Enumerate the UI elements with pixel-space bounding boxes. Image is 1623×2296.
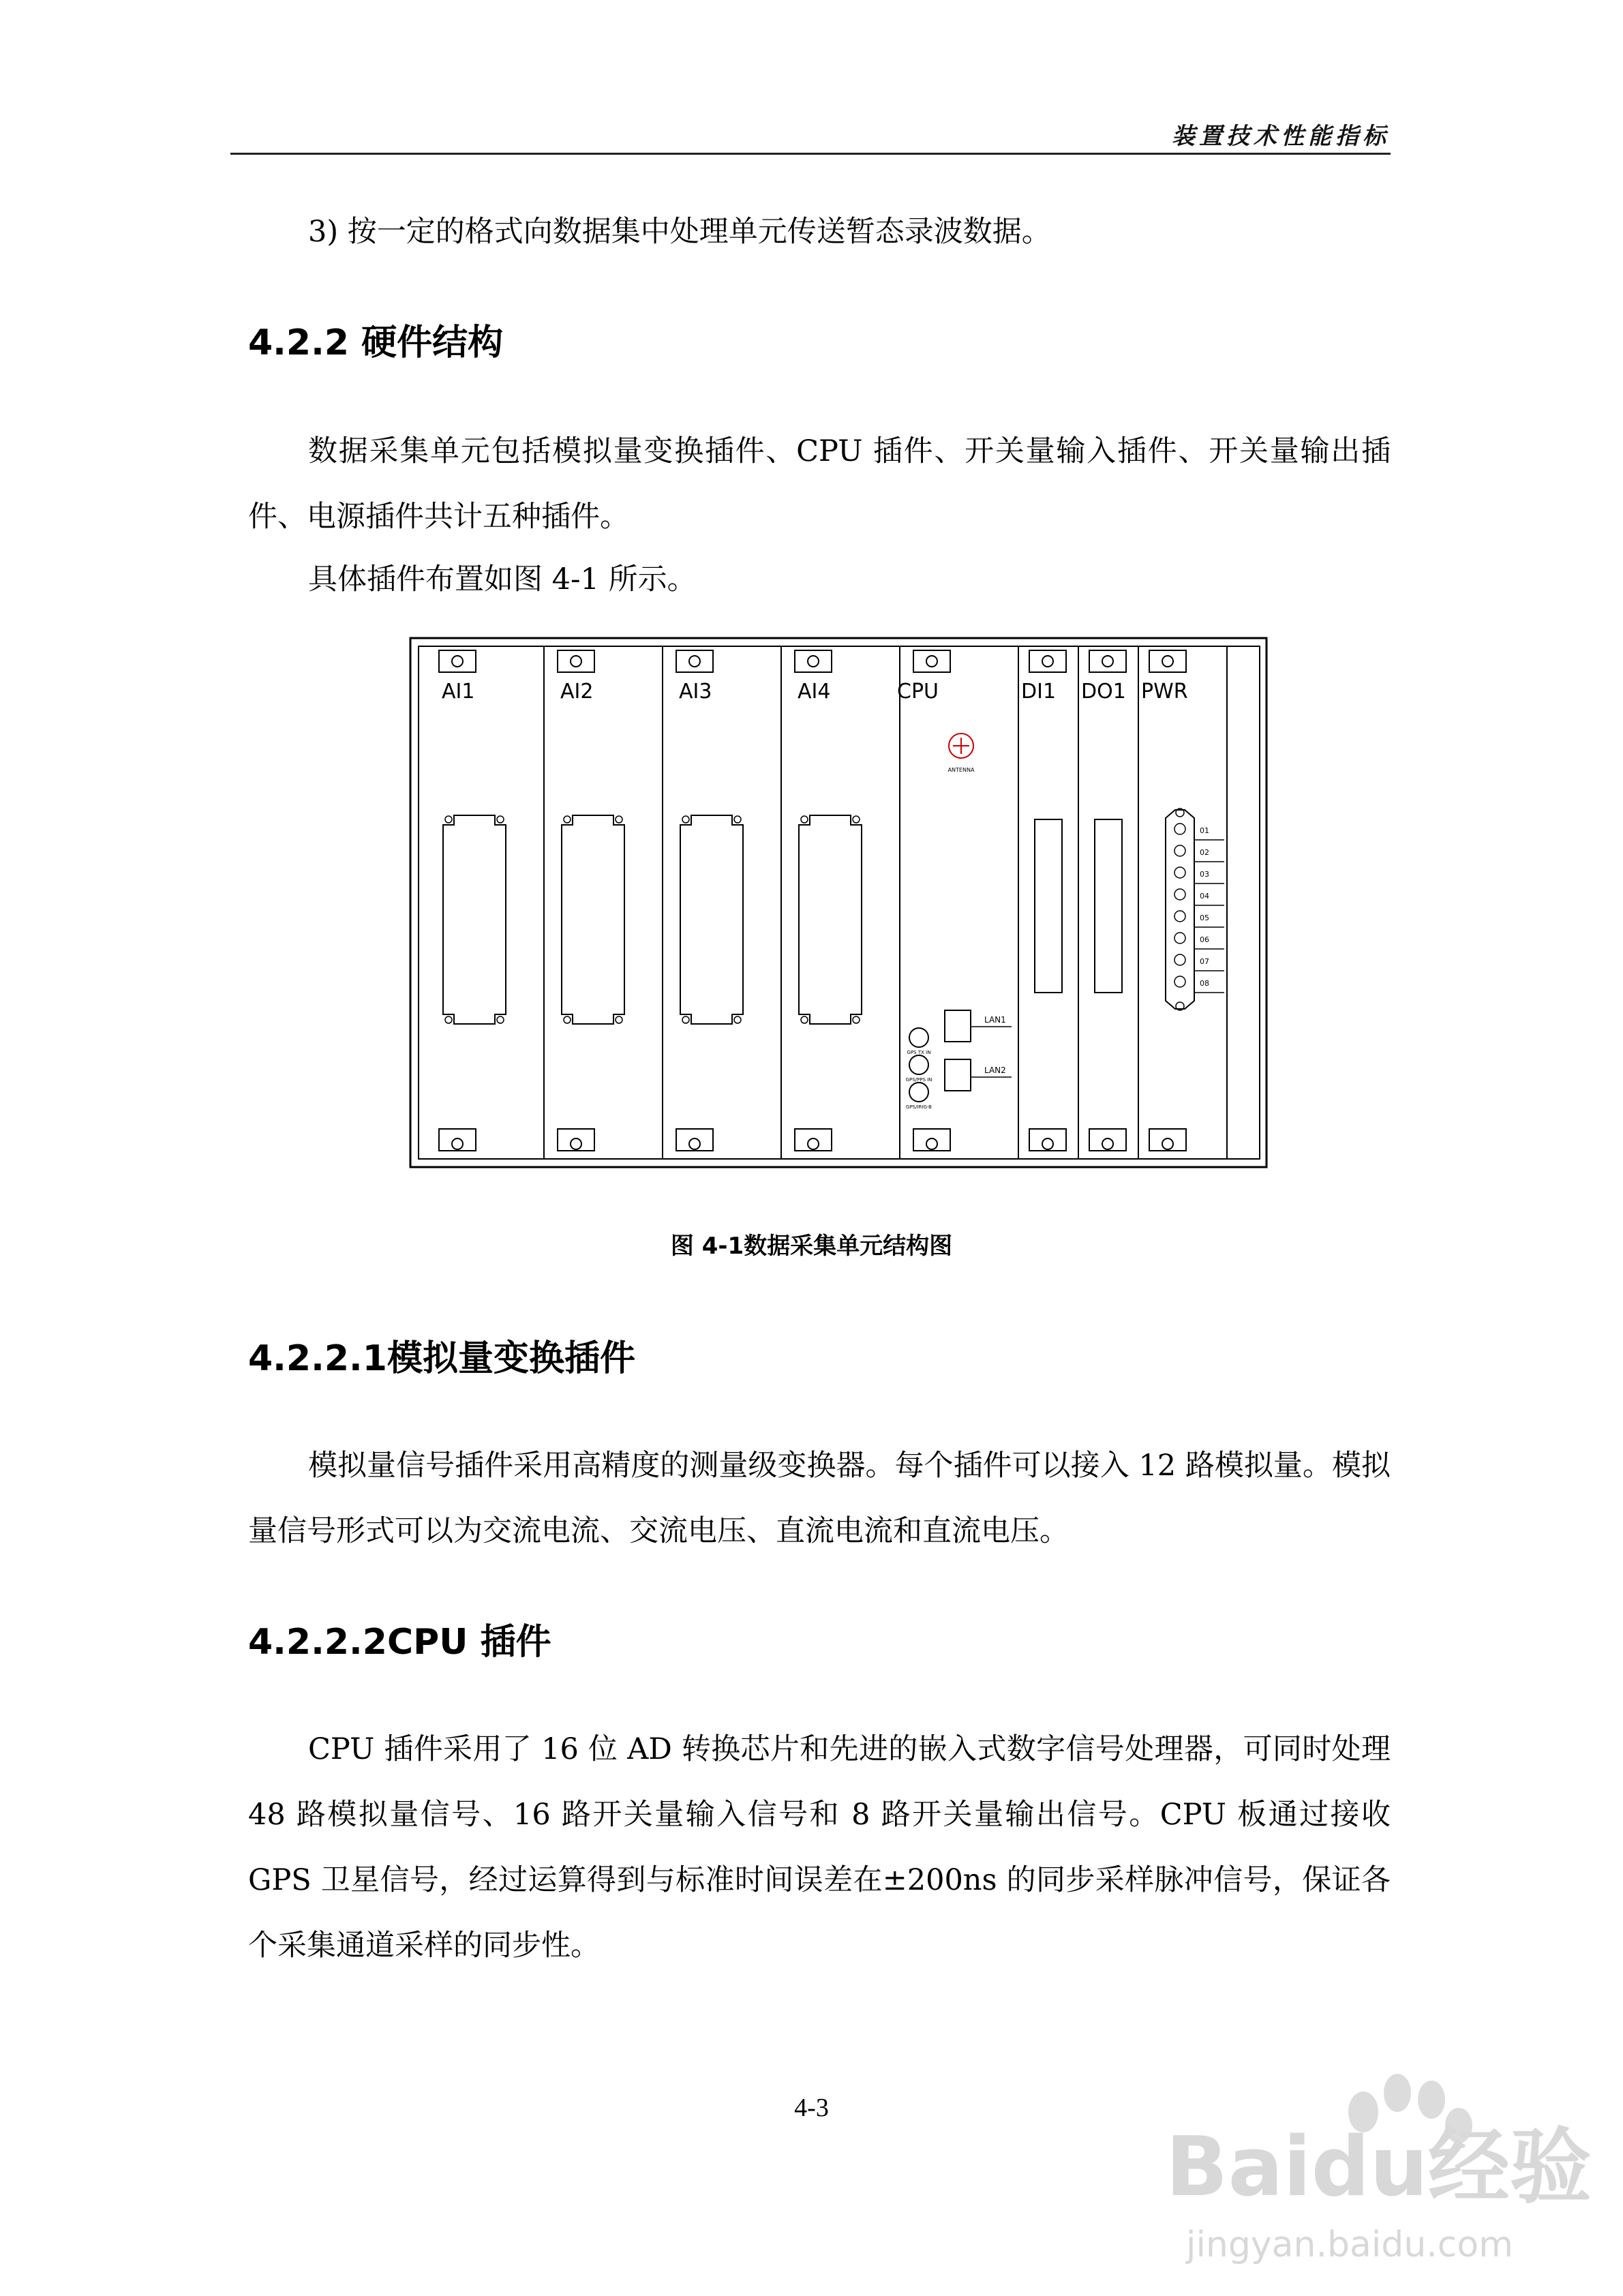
slot-label-di1: DI1 (1021, 680, 1057, 704)
gps-ports (909, 1028, 928, 1102)
gps-label-1: GPS TX IN (907, 1050, 931, 1055)
slot-label-ai4: AI4 (798, 680, 831, 704)
slot-label-do1: DO1 (1081, 680, 1126, 704)
section-heading-4-2-2: 4.2.2 硬件结构 (248, 322, 504, 363)
analog-connectors (443, 815, 862, 1024)
terminal-label: 01 (1200, 826, 1209, 835)
lan2-label: LAN2 (984, 1066, 1006, 1075)
paragraph-layout: 具体插件布置如图 4-1 所示。 (308, 562, 697, 596)
terminal-label: 05 (1200, 913, 1209, 922)
di1-window (1035, 819, 1062, 993)
slot-latches (439, 650, 1186, 1151)
antenna-label: ANTENNA (947, 767, 975, 773)
figure-caption: 图 4-1数据采集单元结构图 (670, 1233, 953, 1260)
watermark-url: jingyan.baidu.com (1186, 2224, 1513, 2265)
terminal-label: 07 (1200, 957, 1209, 966)
page-number: 4-3 (794, 2094, 829, 2122)
do1-window (1095, 819, 1122, 993)
section-heading-4-2-2-2: 4.2.2.2CPU 插件 (248, 1622, 551, 1663)
slot-label-ai1: AI1 (442, 680, 475, 704)
baidu-watermark (1159, 2052, 1595, 2270)
plugin-layout-figure (409, 637, 1268, 1168)
terminal-label: 04 (1200, 892, 1209, 901)
section-heading-4-2-2-1: 4.2.2.1模拟量变换插件 (248, 1338, 635, 1379)
paragraph-plugins: 数据采集单元包括模拟量变换插件、CPU 插件、开关量输入插件、开关量输出插件、电源插件共计五种插件。 (248, 434, 1391, 534)
list-item-3: 3) 按一定的格式向数据集中处理单元传送暂态录波数据。 (308, 215, 1051, 249)
terminal-label: 03 (1200, 870, 1209, 879)
header-rule (230, 153, 1391, 155)
slot-label-ai3: AI3 (679, 680, 712, 704)
watermark-brand: Baidu经验 (1166, 2120, 1592, 2215)
terminal-label: 02 (1200, 848, 1209, 857)
terminal-label: 06 (1200, 935, 1209, 944)
paragraph-cpu: CPU 插件采用了 16 位 AD 转换芯片和先进的嵌入式数字信号处理器，可同时处理 48 路模拟量信号、16 路开关量输入信号和 8 路开关量输出信号。CPU 板通过接收 GPS 卫星信号，经过运算得到与标准时间误差在±200ns 的同步采样脉冲信号，保证各个采集通道采样的同步性。 (248, 1732, 1391, 1963)
slot-label-ai2: AI2 (560, 680, 594, 704)
pwr-terminal-block (1166, 809, 1224, 1010)
gps-label-3: GPS/IRIG-B (906, 1104, 932, 1110)
antenna-connector (948, 734, 975, 773)
running-header: 装置技术性能指标 (1172, 123, 1390, 150)
lan1-label: LAN1 (984, 1015, 1006, 1025)
slot-dividers (544, 646, 1227, 1159)
terminal-label: 08 (1200, 979, 1209, 988)
slot-label-cpu: CPU (897, 680, 939, 704)
gps-label-2: GPS/PPS IN (905, 1077, 932, 1083)
chassis-inner-frame (419, 646, 1260, 1159)
paragraph-analog: 模拟量信号插件采用高精度的测量级变换器。每个插件可以接入 12 路模拟量。模拟量信号形式可以为交流电流、交流电压、直流电流和直流电压。 (248, 1449, 1391, 1548)
slot-label-pwr: PWR (1141, 680, 1188, 704)
